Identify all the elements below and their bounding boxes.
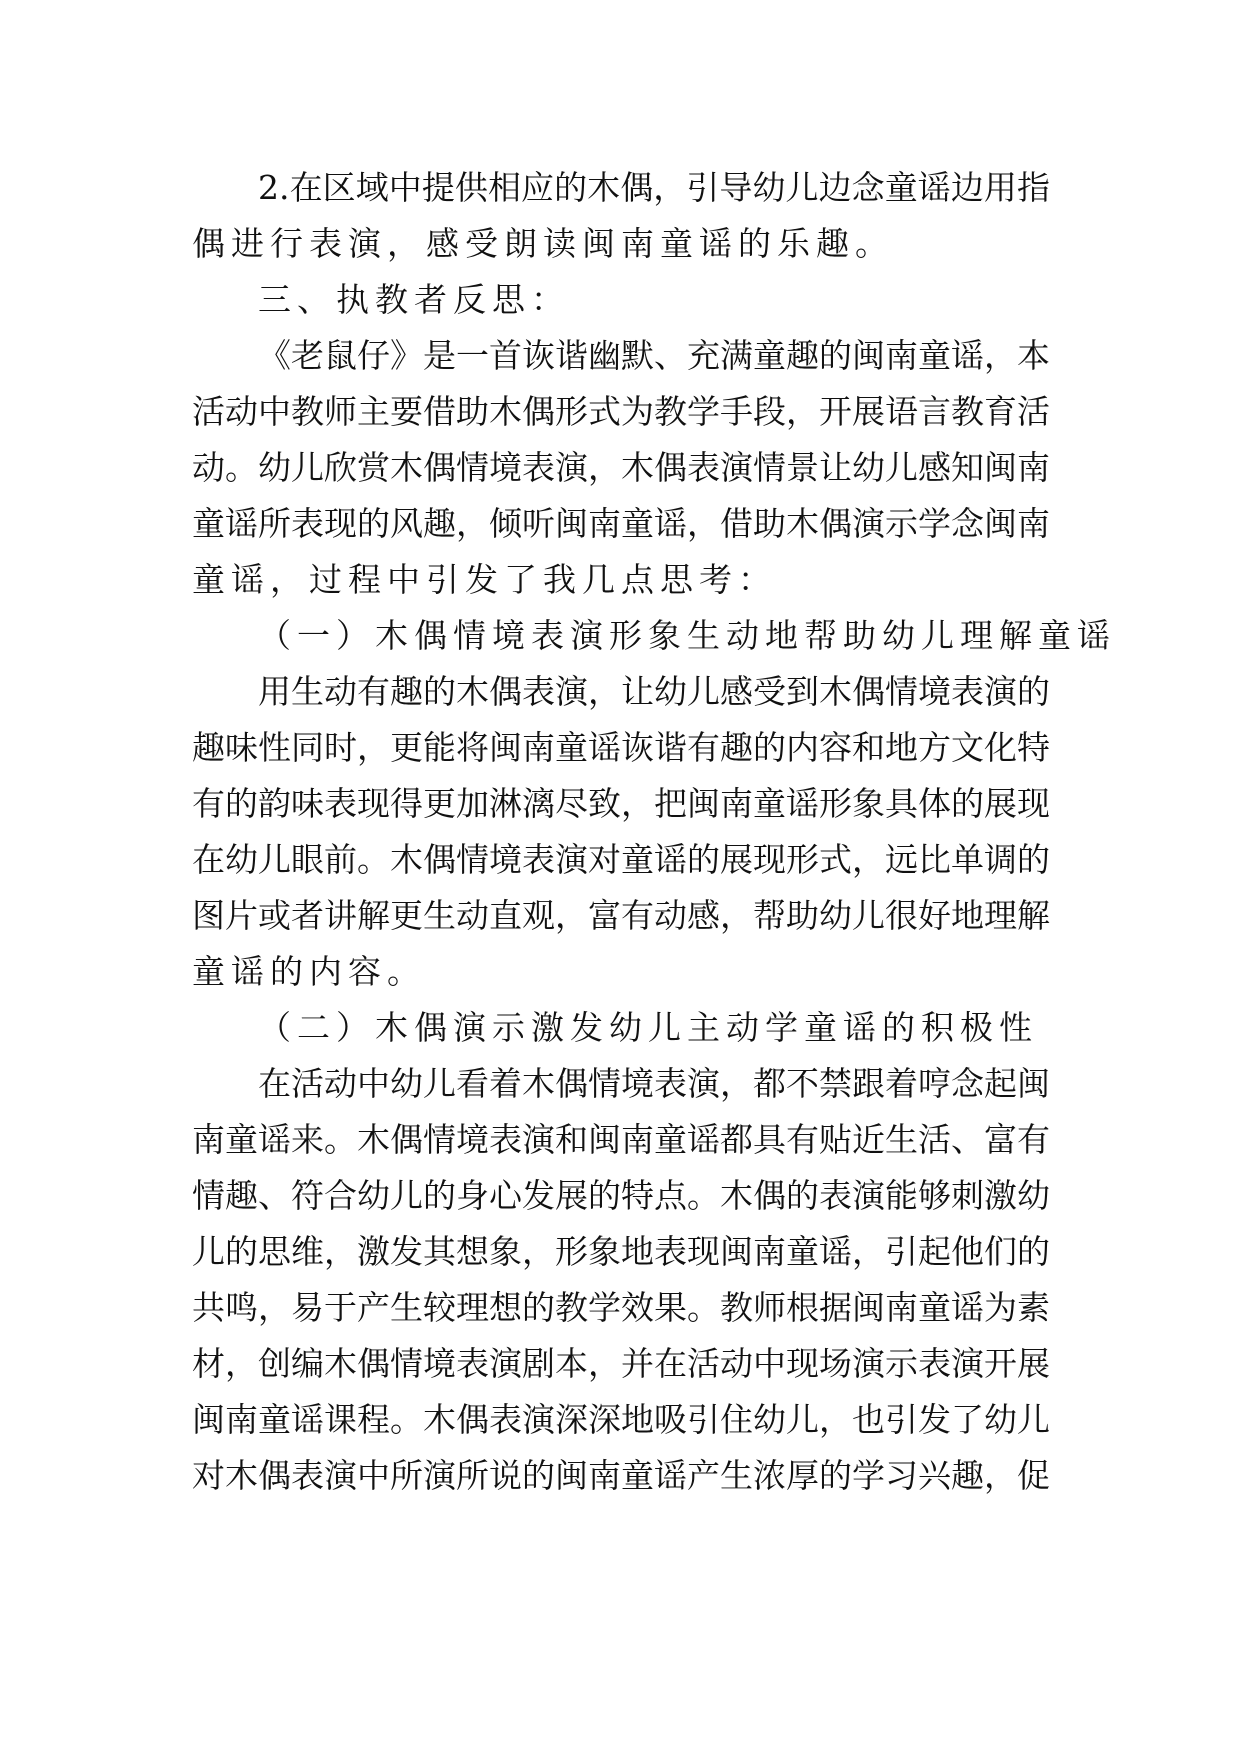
text-line: 材 ， 创 编 木 偶 情 境 表 演 剧 本 ， 并 在 活 动 中 现 场 演 示 表 演 开 展 <box>192 1344 1050 1383</box>
text-line: 儿 的 思 维 ， 激 发 其 想 象 ， 形 象 地 表 现 闽 南 童 谣 ， 引 起 他 们 的 <box>192 1232 1050 1271</box>
text-line: 动 。 幼 儿 欣 赏 木 偶 情 境 表 演 ， 木 偶 表 演 情 景 让 幼 儿 感 知 闽 南 <box>192 448 1050 487</box>
text-line: 用 生 动 有 趣 的 木 偶 表 演 ， 让 幼 儿 感 受 到 木 偶 情 境 表 演 的 <box>258 672 1050 711</box>
text-line: （一）木偶情境表演形象生动地帮助幼儿理解童谣 <box>258 616 1116 655</box>
text-line: 闽 南 童 谣 课 程 。 木 偶 表 演 深 深 地 吸 引 住 幼 儿 ， 也 引 发 了 幼 儿 <box>192 1400 1050 1439</box>
text-line: （二）木偶演示激发幼儿主动学童谣的积极性 <box>258 1008 1038 1047</box>
text-line: 三、执教者反思： <box>258 280 570 319</box>
text-line: 2. 在 区 域 中 提 供 相 应 的 木 偶 ， 引 导 幼 儿 边 念 童 谣 边 用 指 <box>258 168 1050 207</box>
text-line: 有 的 韵 味 表 现 得 更 加 淋 漓 尽 致 ， 把 闽 南 童 谣 形 象 具 体 的 展 现 <box>192 784 1050 823</box>
text-line: 趣 味 性 同 时 ， 更 能 将 闽 南 童 谣 诙 谐 有 趣 的 内 容 和 地 方 文 化 特 <box>192 728 1050 767</box>
text-line: 在 幼 儿 眼 前 。 木 偶 情 境 表 演 对 童 谣 的 展 现 形 式 ， 远 比 单 调 的 <box>192 840 1050 879</box>
text-line: 《 老 鼠 仔 》 是 一 首 诙 谐 幽 默 、 充 满 童 趣 的 闽 南 童 谣 ， 本 <box>258 336 1050 375</box>
text-line: 对 木 偶 表 演 中 所 演 所 说 的 闽 南 童 谣 产 生 浓 厚 的 学 习 兴 趣 ， 促 <box>192 1456 1050 1495</box>
text-line: 共 鸣 ， 易 于 产 生 较 理 想 的 教 学 效 果 。 教 师 根 据 闽 南 童 谣 为 素 <box>192 1288 1050 1327</box>
text-line: 活 动 中 教 师 主 要 借 助 木 偶 形 式 为 教 学 手 段 ， 开 展 语 言 教 育 活 <box>192 392 1050 431</box>
text-line: 偶进行表演，感受朗读闽南童谣的乐趣。 <box>192 224 894 263</box>
body-text <box>192 160 1116 1504</box>
text-line: 南 童 谣 来 。 木 偶 情 境 表 演 和 闽 南 童 谣 都 具 有 贴 近 生 活 、 富 有 <box>192 1120 1050 1159</box>
text-line: 在 活 动 中 幼 儿 看 着 木 偶 情 境 表 演 ， 都 不 禁 跟 着 哼 念 起 闽 <box>258 1064 1050 1103</box>
text-line: 童谣，过程中引发了我几点思考： <box>192 560 777 599</box>
text-line: 童 谣 所 表 现 的 风 趣 ， 倾 听 闽 南 童 谣 ， 借 助 木 偶 演 示 学 念 闽 南 <box>192 504 1050 543</box>
text-line: 图 片 或 者 讲 解 更 生 动 直 观 ， 富 有 动 感 ， 帮 助 幼 儿 很 好 地 理 解 <box>192 896 1050 935</box>
text-line: 情 趣 、 符 合 幼 儿 的 身 心 发 展 的 特 点 。 木 偶 的 表 演 能 够 刺 激 幼 <box>192 1176 1050 1215</box>
text-line: 童谣的内容。 <box>192 952 426 991</box>
